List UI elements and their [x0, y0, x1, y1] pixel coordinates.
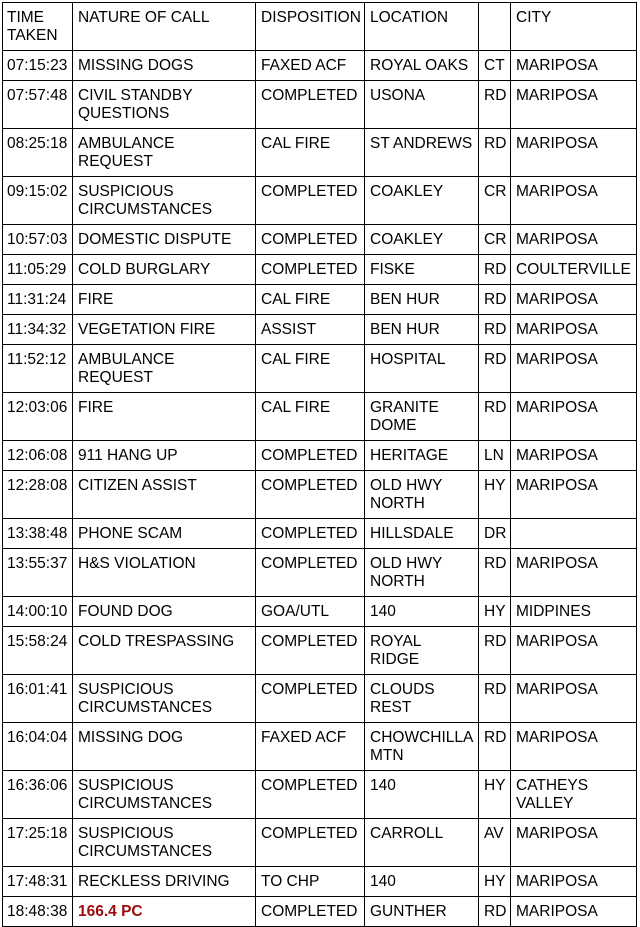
- cell-street-suffix: [479, 393, 511, 441]
- cell-city: [511, 51, 637, 81]
- cell-disposition-text: COMPLETED: [261, 447, 358, 464]
- cell-nature-of-call: [73, 897, 256, 927]
- cell-nature-of-call-text: CIVIL STANDBY QUESTIONS: [78, 87, 193, 122]
- cell-nature-of-call: [73, 597, 256, 627]
- cell-location-text: CARROLL: [370, 825, 444, 842]
- cell-time-taken-text: 11:31:24: [7, 291, 67, 308]
- cell-time-taken: [3, 285, 73, 315]
- table-row: [3, 519, 637, 549]
- cell-time-taken: [3, 867, 73, 897]
- cell-location-text: ROYAL RIDGE: [370, 633, 422, 668]
- cell-time-taken-text: 11:34:32: [7, 321, 67, 338]
- cell-location-text: HOSPITAL: [370, 351, 446, 368]
- cell-time-taken: [3, 441, 73, 471]
- table-row: [3, 897, 637, 927]
- cell-location: [365, 177, 479, 225]
- cell-location: [365, 129, 479, 177]
- cell-nature-of-call-text: MISSING DOG: [78, 729, 184, 746]
- cell-disposition: [256, 51, 365, 81]
- cell-city: [511, 441, 637, 471]
- cell-nature-of-call: [73, 225, 256, 255]
- cell-city-text: MARIPOSA: [516, 477, 598, 494]
- cell-street-suffix: [479, 51, 511, 81]
- cell-disposition-text: TO CHP: [261, 873, 320, 890]
- cell-location-text: COAKLEY: [370, 183, 444, 200]
- cell-location: [365, 897, 479, 927]
- cell-street-suffix: [479, 441, 511, 471]
- table-row: [3, 225, 637, 255]
- cell-location: [365, 393, 479, 441]
- cell-street-suffix: [479, 723, 511, 771]
- table-row: [3, 471, 637, 519]
- cell-street-suffix-text: RD: [484, 399, 507, 416]
- cell-city: [511, 81, 637, 129]
- cell-time-taken: [3, 255, 73, 285]
- cell-street-suffix-text: RD: [484, 681, 507, 698]
- cell-time-taken-text: 07:57:48: [7, 87, 68, 104]
- cell-time-taken-text: 08:25:18: [7, 135, 68, 152]
- cell-disposition-text: ASSIST: [261, 321, 317, 338]
- cell-time-taken: [3, 549, 73, 597]
- cell-city: [511, 549, 637, 597]
- cell-city: [511, 345, 637, 393]
- cell-city: [511, 627, 637, 675]
- cell-nature-of-call: [73, 81, 256, 129]
- cell-city: [511, 255, 637, 285]
- cell-city: [511, 723, 637, 771]
- cell-nature-of-call: [73, 285, 256, 315]
- cell-city: [511, 897, 637, 927]
- cell-disposition-text: COMPLETED: [261, 525, 358, 542]
- cell-disposition: [256, 393, 365, 441]
- cell-time-taken: [3, 627, 73, 675]
- table-row: [3, 51, 637, 81]
- cell-street-suffix: [479, 519, 511, 549]
- cell-city: [511, 129, 637, 177]
- cell-location-text: OLD HWY NORTH: [370, 477, 443, 512]
- cell-city: [511, 771, 637, 819]
- cell-nature-of-call-text: AMBULANCE REQUEST: [78, 135, 175, 170]
- cell-street-suffix-text: RD: [484, 87, 507, 104]
- table-row: [3, 255, 637, 285]
- cell-street-suffix: [479, 675, 511, 723]
- cell-location-text: COAKLEY: [370, 231, 444, 248]
- cell-city: [511, 867, 637, 897]
- cell-disposition: [256, 225, 365, 255]
- cell-location-text: GRANITE DOME: [370, 399, 439, 434]
- cell-street-suffix-text: RD: [484, 135, 507, 152]
- cell-location: [365, 867, 479, 897]
- cell-disposition: [256, 471, 365, 519]
- cell-city-text: MARIPOSA: [516, 825, 598, 842]
- cell-city: [511, 471, 637, 519]
- cell-city-text: MARIPOSA: [516, 87, 598, 104]
- cell-city-text: MARIPOSA: [516, 291, 598, 308]
- cell-city: [511, 285, 637, 315]
- cell-disposition-text: COMPLETED: [261, 633, 358, 650]
- cell-nature-of-call-text: 166.4 PC: [78, 903, 143, 920]
- cell-time-taken-text: 07:15:23: [7, 57, 68, 74]
- table-row: [3, 345, 637, 393]
- cell-nature-of-call: [73, 393, 256, 441]
- cell-location: [365, 597, 479, 627]
- cell-nature-of-call: [73, 345, 256, 393]
- table-row: [3, 177, 637, 225]
- cell-city-text: MARIPOSA: [516, 729, 598, 746]
- cell-nature-of-call: [73, 549, 256, 597]
- cell-time-taken: [3, 471, 73, 519]
- cell-time-taken: [3, 177, 73, 225]
- table-row: [3, 867, 637, 897]
- cell-street-suffix: [479, 471, 511, 519]
- cell-street-suffix-text: CR: [484, 183, 507, 200]
- cell-street-suffix: [479, 627, 511, 675]
- cell-time-taken: [3, 345, 73, 393]
- cell-disposition: [256, 177, 365, 225]
- cell-time-taken-text: 13:55:37: [7, 555, 68, 572]
- cell-location: [365, 51, 479, 81]
- cell-nature-of-call: [73, 315, 256, 345]
- cell-disposition-text: COMPLETED: [261, 825, 358, 842]
- cell-disposition-text: COMPLETED: [261, 87, 358, 104]
- cell-disposition-text: FAXED ACF: [261, 57, 347, 74]
- cell-city-text: MARIPOSA: [516, 903, 598, 920]
- header-street-suffix: [479, 3, 511, 51]
- cell-city-text: MARIPOSA: [516, 873, 598, 890]
- cell-location: [365, 723, 479, 771]
- cell-nature-of-call-text: FOUND DOG: [78, 603, 173, 620]
- cell-time-taken-text: 18:48:38: [7, 903, 68, 920]
- table-row: [3, 627, 637, 675]
- cell-disposition: [256, 441, 365, 471]
- table-row: [3, 597, 637, 627]
- cell-disposition: [256, 345, 365, 393]
- cell-street-suffix: [479, 225, 511, 255]
- cell-street-suffix-text: LN: [484, 447, 504, 464]
- cell-nature-of-call: [73, 471, 256, 519]
- cell-time-taken: [3, 81, 73, 129]
- cell-street-suffix: [479, 177, 511, 225]
- cell-location-text: OLD HWY NORTH: [370, 555, 443, 590]
- cell-city: [511, 225, 637, 255]
- cell-disposition: [256, 549, 365, 597]
- cell-nature-of-call: [73, 819, 256, 867]
- cell-location-text: 140: [370, 777, 396, 794]
- cell-disposition: [256, 519, 365, 549]
- table-row: [3, 549, 637, 597]
- cell-time-taken: [3, 675, 73, 723]
- cell-time-taken-text: 15:58:24: [7, 633, 68, 650]
- cell-street-suffix-text: HY: [484, 603, 506, 620]
- cell-nature-of-call: [73, 441, 256, 471]
- cell-location-text: CLOUDS REST: [370, 681, 435, 716]
- cell-disposition-text: CAL FIRE: [261, 291, 331, 308]
- cell-nature-of-call-text: SUSPICIOUS CIRCUMSTANCES: [78, 183, 213, 218]
- cell-location-text: CHOWCHILLA MTN: [370, 729, 474, 764]
- cell-location: [365, 285, 479, 315]
- cell-disposition: [256, 597, 365, 627]
- cell-time-taken: [3, 129, 73, 177]
- cell-city-text: MARIPOSA: [516, 351, 598, 368]
- cell-nature-of-call: [73, 51, 256, 81]
- cell-disposition: [256, 255, 365, 285]
- cell-location-text: BEN HUR: [370, 321, 440, 338]
- cell-time-taken: [3, 519, 73, 549]
- cell-time-taken: [3, 723, 73, 771]
- cell-disposition-text: COMPLETED: [261, 183, 358, 200]
- table-row: [3, 441, 637, 471]
- cell-nature-of-call: [73, 129, 256, 177]
- cell-location-text: USONA: [370, 87, 426, 104]
- cell-city-text: MARIPOSA: [516, 399, 598, 416]
- cell-disposition: [256, 315, 365, 345]
- cell-city-text: MIDPINES: [516, 603, 591, 620]
- table-row: [3, 675, 637, 723]
- cell-street-suffix: [479, 597, 511, 627]
- cell-street-suffix: [479, 819, 511, 867]
- cell-city: [511, 393, 637, 441]
- cell-location-text: ROYAL OAKS: [370, 57, 469, 74]
- header-location: LOCATION: [365, 3, 479, 51]
- cell-time-taken-text: 12:28:08: [7, 477, 68, 494]
- cell-nature-of-call-text: SUSPICIOUS CIRCUMSTANCES: [78, 777, 213, 812]
- cell-street-suffix-text: RD: [484, 729, 507, 746]
- cell-city: [511, 675, 637, 723]
- cell-street-suffix: [479, 129, 511, 177]
- table-header: [3, 3, 637, 51]
- cell-nature-of-call-text: CITIZEN ASSIST: [78, 477, 197, 494]
- cell-disposition-text: COMPLETED: [261, 231, 358, 248]
- cell-time-taken: [3, 225, 73, 255]
- cell-time-taken-text: 12:06:08: [7, 447, 68, 464]
- cell-nature-of-call: [73, 627, 256, 675]
- cell-disposition-text: CAL FIRE: [261, 351, 331, 368]
- cell-location: [365, 549, 479, 597]
- cell-disposition: [256, 819, 365, 867]
- cell-time-taken: [3, 51, 73, 81]
- cell-street-suffix-text: DR: [484, 525, 507, 542]
- table-body: [3, 51, 637, 927]
- table-row: [3, 771, 637, 819]
- header-time-taken: TIME TAKEN: [3, 3, 73, 51]
- cell-disposition-text: FAXED ACF: [261, 729, 347, 746]
- cell-location: [365, 519, 479, 549]
- cell-city-text: MARIPOSA: [516, 321, 598, 338]
- cell-location: [365, 225, 479, 255]
- cell-nature-of-call-text: RECKLESS DRIVING: [78, 873, 230, 890]
- cell-nature-of-call-text: COLD TRESPASSING: [78, 633, 235, 650]
- cell-disposition-text: GOA/UTL: [261, 603, 330, 620]
- cell-disposition-text: COMPLETED: [261, 477, 358, 494]
- cell-time-taken-text: 13:38:48: [7, 525, 68, 542]
- table-row: [3, 393, 637, 441]
- cell-location-text: HILLSDALE: [370, 525, 454, 542]
- cell-time-taken-text: 09:15:02: [7, 183, 68, 200]
- cell-location-text: 140: [370, 873, 396, 890]
- cell-time-taken: [3, 315, 73, 345]
- cell-time-taken-text: 10:57:03: [7, 231, 68, 248]
- cell-time-taken: [3, 897, 73, 927]
- cell-time-taken: [3, 771, 73, 819]
- cell-nature-of-call: [73, 519, 256, 549]
- cell-disposition-text: COMPLETED: [261, 555, 358, 572]
- cell-disposition: [256, 897, 365, 927]
- cell-nature-of-call: [73, 255, 256, 285]
- cell-city-text: MARIPOSA: [516, 633, 598, 650]
- cell-street-suffix-text: RD: [484, 321, 507, 338]
- cell-city-text: MARIPOSA: [516, 555, 598, 572]
- cell-street-suffix-text: RD: [484, 291, 507, 308]
- cell-location: [365, 81, 479, 129]
- cell-street-suffix-text: CT: [484, 57, 505, 74]
- cell-disposition: [256, 723, 365, 771]
- cell-location: [365, 675, 479, 723]
- cell-nature-of-call: [73, 771, 256, 819]
- cell-city: [511, 819, 637, 867]
- cell-location: [365, 315, 479, 345]
- cell-street-suffix-text: HY: [484, 873, 506, 890]
- cell-disposition: [256, 627, 365, 675]
- cell-street-suffix-text: HY: [484, 777, 506, 794]
- cell-location-text: BEN HUR: [370, 291, 440, 308]
- cell-disposition-text: COMPLETED: [261, 261, 358, 278]
- cell-time-taken-text: 16:01:41: [7, 681, 68, 698]
- cell-time-taken-text: 16:04:04: [7, 729, 68, 746]
- cell-street-suffix-text: RD: [484, 903, 507, 920]
- cell-street-suffix: [479, 285, 511, 315]
- cell-disposition: [256, 285, 365, 315]
- cell-nature-of-call-text: AMBULANCE REQUEST: [78, 351, 175, 386]
- cell-location-text: 140: [370, 603, 396, 620]
- cell-time-taken-text: 16:36:06: [7, 777, 68, 794]
- cell-time-taken: [3, 393, 73, 441]
- cell-location-text: GUNTHER: [370, 903, 447, 920]
- cell-city: [511, 177, 637, 225]
- cell-street-suffix-text: RD: [484, 633, 507, 650]
- cell-nature-of-call-text: FIRE: [78, 399, 114, 416]
- cell-nature-of-call: [73, 675, 256, 723]
- cell-city: [511, 315, 637, 345]
- header-nature-of-call: NATURE OF CALL: [73, 3, 256, 51]
- cell-nature-of-call: [73, 723, 256, 771]
- cell-disposition: [256, 867, 365, 897]
- cell-city-text: CATHEYS VALLEY: [516, 777, 589, 812]
- cell-city-text: COULTERVILLE: [516, 261, 631, 278]
- cell-street-suffix: [479, 315, 511, 345]
- cell-street-suffix-text: CR: [484, 231, 507, 248]
- table-row: [3, 285, 637, 315]
- cell-disposition: [256, 675, 365, 723]
- cell-nature-of-call-text: FIRE: [78, 291, 114, 308]
- cell-location: [365, 819, 479, 867]
- cell-street-suffix-text: HY: [484, 477, 506, 494]
- cell-nature-of-call-text: H&S VIOLATION: [78, 555, 196, 572]
- cell-city-text: MARIPOSA: [516, 183, 598, 200]
- cell-street-suffix: [479, 345, 511, 393]
- cell-city: [511, 597, 637, 627]
- cell-disposition: [256, 129, 365, 177]
- cell-street-suffix: [479, 81, 511, 129]
- cell-location: [365, 627, 479, 675]
- cell-disposition: [256, 81, 365, 129]
- cell-city-text: MARIPOSA: [516, 135, 598, 152]
- cell-street-suffix: [479, 771, 511, 819]
- cell-nature-of-call-text: SUSPICIOUS CIRCUMSTANCES: [78, 681, 213, 716]
- cell-nature-of-call: [73, 867, 256, 897]
- cell-time-taken-text: 17:25:18: [7, 825, 68, 842]
- header-city: CITY: [511, 3, 637, 51]
- cell-location: [365, 255, 479, 285]
- table-row: [3, 315, 637, 345]
- cell-time-taken: [3, 819, 73, 867]
- cell-location-text: HERITAGE: [370, 447, 449, 464]
- cell-disposition-text: CAL FIRE: [261, 399, 331, 416]
- cell-disposition-text: COMPLETED: [261, 777, 358, 794]
- table-row: [3, 81, 637, 129]
- cell-city-text: MARIPOSA: [516, 57, 598, 74]
- cell-disposition-text: COMPLETED: [261, 903, 358, 920]
- cell-location-text: FISKE: [370, 261, 415, 278]
- cell-city-text: MARIPOSA: [516, 681, 598, 698]
- cell-time-taken-text: 11:05:29: [7, 261, 67, 278]
- cell-time-taken: [3, 597, 73, 627]
- cell-street-suffix: [479, 897, 511, 927]
- cell-nature-of-call-text: DOMESTIC DISPUTE: [78, 231, 232, 248]
- table-row: [3, 129, 637, 177]
- cell-disposition-text: CAL FIRE: [261, 135, 331, 152]
- header-row: [3, 3, 637, 51]
- cell-city: [511, 519, 637, 549]
- cell-time-taken-text: 14:00:10: [7, 603, 68, 620]
- cell-nature-of-call-text: VEGETATION FIRE: [78, 321, 216, 338]
- cell-city-text: MARIPOSA: [516, 231, 598, 248]
- call-log-table: [2, 2, 637, 927]
- cell-nature-of-call-text: 911 HANG UP: [78, 447, 178, 464]
- cell-street-suffix-text: RD: [484, 555, 507, 572]
- cell-time-taken-text: 11:52:12: [7, 351, 67, 368]
- cell-disposition: [256, 771, 365, 819]
- table-row: [3, 723, 637, 771]
- cell-nature-of-call-text: MISSING DOGS: [78, 57, 194, 74]
- cell-street-suffix-text: RD: [484, 261, 507, 278]
- cell-nature-of-call-text: SUSPICIOUS CIRCUMSTANCES: [78, 825, 213, 860]
- cell-city-text: MARIPOSA: [516, 447, 598, 464]
- cell-street-suffix: [479, 549, 511, 597]
- cell-location: [365, 771, 479, 819]
- cell-nature-of-call-text: PHONE SCAM: [78, 525, 183, 542]
- cell-nature-of-call: [73, 177, 256, 225]
- cell-disposition-text: COMPLETED: [261, 681, 358, 698]
- header-disposition: DISPOSITION: [256, 3, 365, 51]
- cell-street-suffix: [479, 255, 511, 285]
- cell-time-taken-text: 17:48:31: [7, 873, 68, 890]
- cell-nature-of-call-text: COLD BURGLARY: [78, 261, 211, 278]
- cell-street-suffix-text: RD: [484, 351, 507, 368]
- cell-location: [365, 471, 479, 519]
- cell-location: [365, 345, 479, 393]
- cell-street-suffix-text: AV: [484, 825, 504, 842]
- table-row: [3, 819, 637, 867]
- cell-location: [365, 441, 479, 471]
- cell-street-suffix: [479, 867, 511, 897]
- cell-time-taken-text: 12:03:06: [7, 399, 68, 416]
- cell-location-text: ST ANDREWS: [370, 135, 473, 152]
